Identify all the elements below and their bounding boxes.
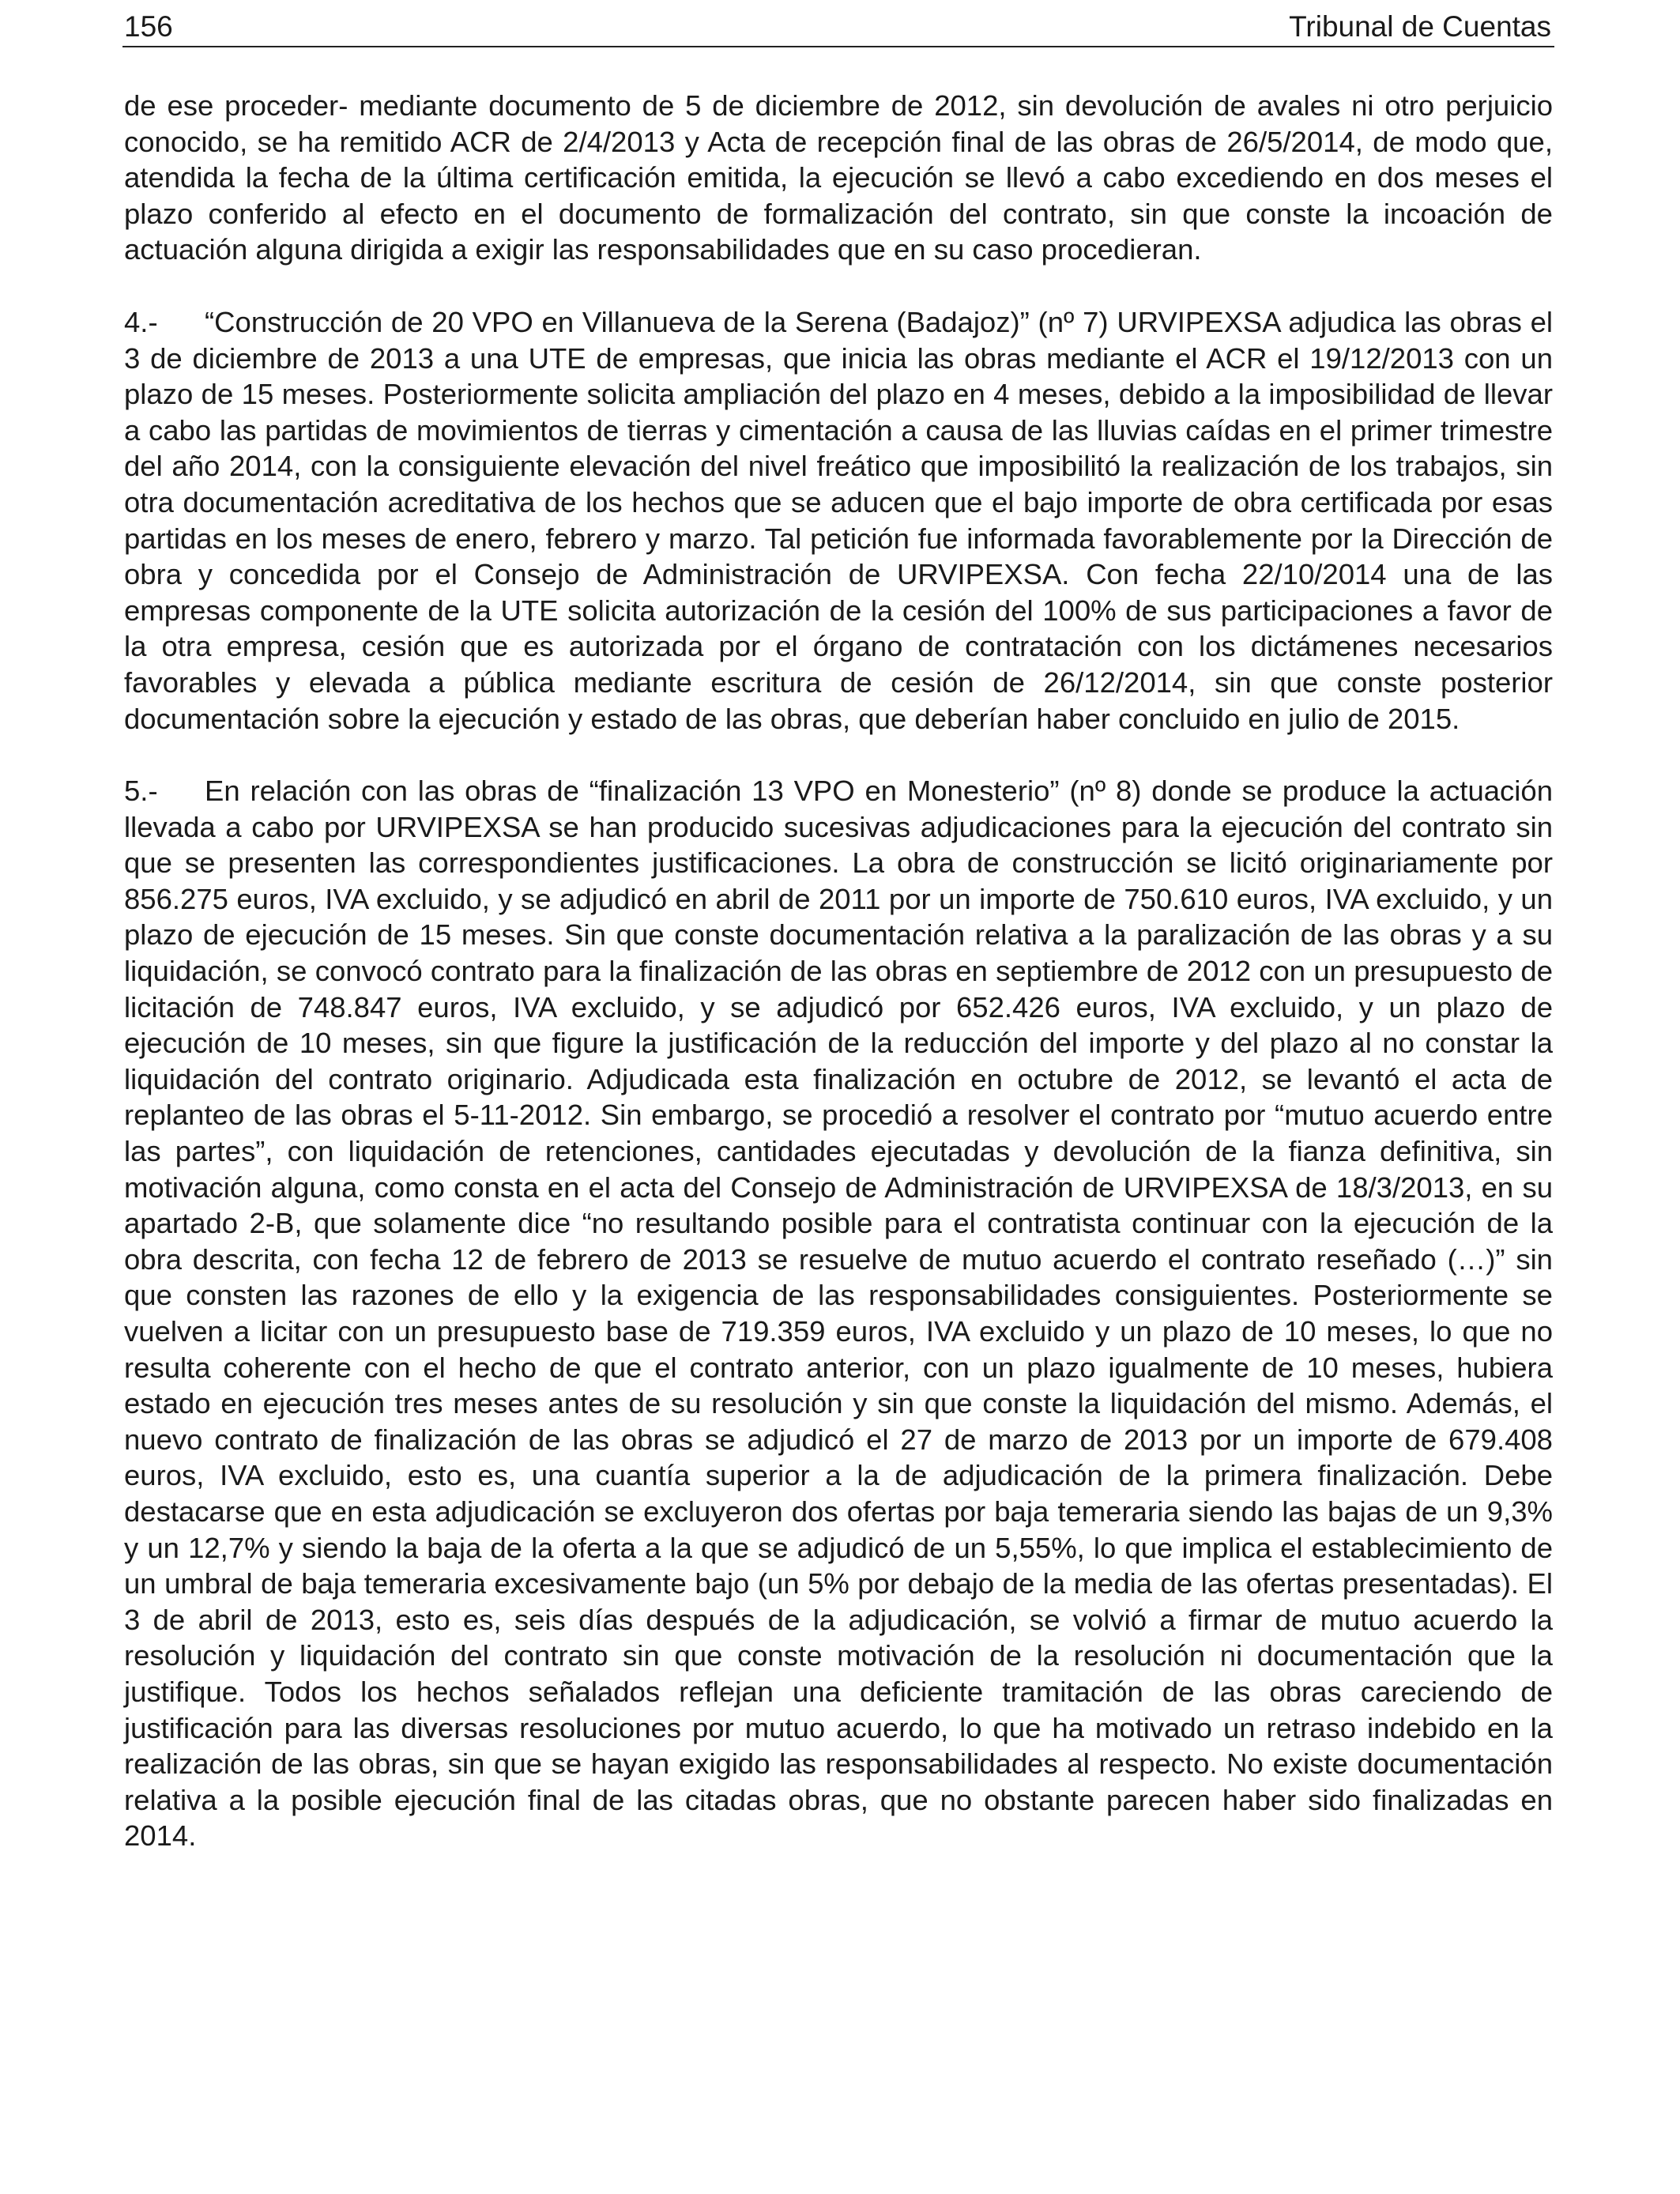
paragraph-item-4 xyxy=(124,304,1553,737)
paragraph-item-5 xyxy=(124,773,1553,1854)
header-title: Tribunal de Cuentas xyxy=(1289,10,1551,43)
paragraph-number: 4.- xyxy=(124,305,158,338)
page-number: 156 xyxy=(124,10,173,43)
page-header xyxy=(122,6,1554,47)
paragraph-number: 5.- xyxy=(124,775,158,808)
paragraph-text: “Construcción de 20 VPO en Villanueva de la Serena (Badajoz)” (nº 7) URVIPEXSA adjudica las obras el 3 de diciembre de 2013 a una UTE de empresas, que inicia las obras mediante el ACR el 19/12/2013 con un plazo de 15 meses. Posteriormente solicita ampliación del plazo en 4 meses, debido a la imposibilidad de llevar a cabo las partidas de movimientos de tierras y cimentación a causa de las lluvias caídas en el primer trimestre del año 2014, con la consiguiente elevación del nivel freático que imposibilitó la realización de los trabajos, sin otra documentación acreditativa de los hechos que se aducen que el bajo importe de obra certificada por esas partidas en los meses de enero, febrero y marzo. Tal petición fue informada favorablemente por la Dirección de obra y concedida por el Consejo de Administración de URVIPEXSA. Con fecha 22/10/2014 una de las empresas componente de la UTE solicita autorización de la cesión del 100% de sus participaciones a favor de la otra empresa, cesión que es autorizada por el órgano de contratación con los dictámenes necesarios favorables y elevada a pública mediante escritura de cesión de 26/12/2014, sin que conste posterior documentación sobre la ejecución y estado de las obras, que deberían haber concluido en julio de 2015. xyxy=(124,305,1553,735)
paragraph-text: de ese proceder- mediante documento de 5 de diciembre de 2012, sin devolución de avales ni otro perjuicio conocido, se ha remitido ACR de 2/4/2013 y Acta de recepción final de las obras de 26/5/2014, de modo que, atendida la fecha de la última certificación emitida, la ejecución se llevó a cabo excediendo en dos meses el plazo conferido al efecto en el documento de formalización del contrato, sin que conste la incoación de actuación alguna dirigida a exigir las responsabilidades que en su caso procedieran. xyxy=(124,89,1553,266)
document-body xyxy=(124,88,1553,1891)
paragraph-text: En relación con las obras de “finalización 13 VPO en Monesterio” (nº 8) donde se produce la actuación llevada a cabo por URVIPEXSA se han producido sucesivas adjudicaciones para la ejecución del contrato sin que se presenten las correspondientes justificaciones. La obra de construcción se licitó originariamente por 856.275 euros, IVA excluido, y se adjudicó en abril de 2011 por un importe de 750.610 euros, IVA excluido, y un plazo de ejecución de 15 meses. Sin que conste documentación relativa a la paralización de las obras y a su liquidación, se convocó contrato para la finalización de las obras en septiembre de 2012 con un presupuesto de licitación de 748.847 euros, IVA excluido, y se adjudicó por 652.426 euros, IVA excluido, y un plazo de ejecución de 10 meses, sin que figure la justificación de la reducción del importe y del plazo al no constar la liquidación del contrato originario. Adjudicada esta finalización en octubre de 2012, se levantó el acta de replanteo de las obras el 5-11-2012. Sin embargo, se procedió a resolver el contrato por “mutuo acuerdo entre las partes”, con liquidación de retenciones, cantidades ejecutadas y devolución de la fianza definitiva, sin motivación alguna, como consta en el acta del Consejo de Administración de URVIPEXSA de 18/3/2013, en su apartado 2-B, que solamente dice “no resultando posible para el contratista continuar con la ejecución de la obra descrita, con fecha 12 de febrero de 2013 se resuelve de mutuo acuerdo el contrato reseñado (…)” sin que consten las razones de ello y la exigencia de las responsabilidades consiguientes. Posteriormente se vuelven a licitar con un presupuesto base de 719.359 euros, IVA excluido y un plazo de 10 meses, lo que no resulta coherente con el hecho de que el contrato anterior, con un plazo igualmente de 10 meses, hubiera estado en ejecución tres meses antes de su resolución y sin que conste la liquidación del mismo. Además, el nuevo contrato de finalización de las obras se adjudicó el 27 de marzo de 2013 por un importe de 679.408 euros, IVA excluido, esto es, una cuantía superior a la de adjudicación de la primera finalización. Debe destacarse que en esta adjudicación se excluyeron dos ofertas por baja temeraria siendo las bajas de un 9,3% y un 12,7% y siendo la baja de la oferta a la que se adjudicó de un 5,55%, lo que implica el establecimiento de un umbral de baja temeraria excesivamente bajo (un 5% por debajo de la media de las ofertas presentadas). El 3 de abril de 2013, esto es, seis días después de la adjudicación, se volvió a firmar de mutuo acuerdo la resolución y liquidación del contrato sin que conste motivación de la resolución ni documentación que la justifique. Todos los hechos señalados reflejan una deficiente tramitación de las obras careciendo de justificación para las diversas resoluciones por mutuo acuerdo, lo que ha motivado un retraso indebido en la realización de las obras, sin que se hayan exigido las responsabilidades al respecto. No existe documentación relativa a la posible ejecución final de las citadas obras, que no obstante parecen haber sido finalizadas en 2014. xyxy=(124,775,1553,1853)
paragraph-continuation xyxy=(124,88,1553,268)
